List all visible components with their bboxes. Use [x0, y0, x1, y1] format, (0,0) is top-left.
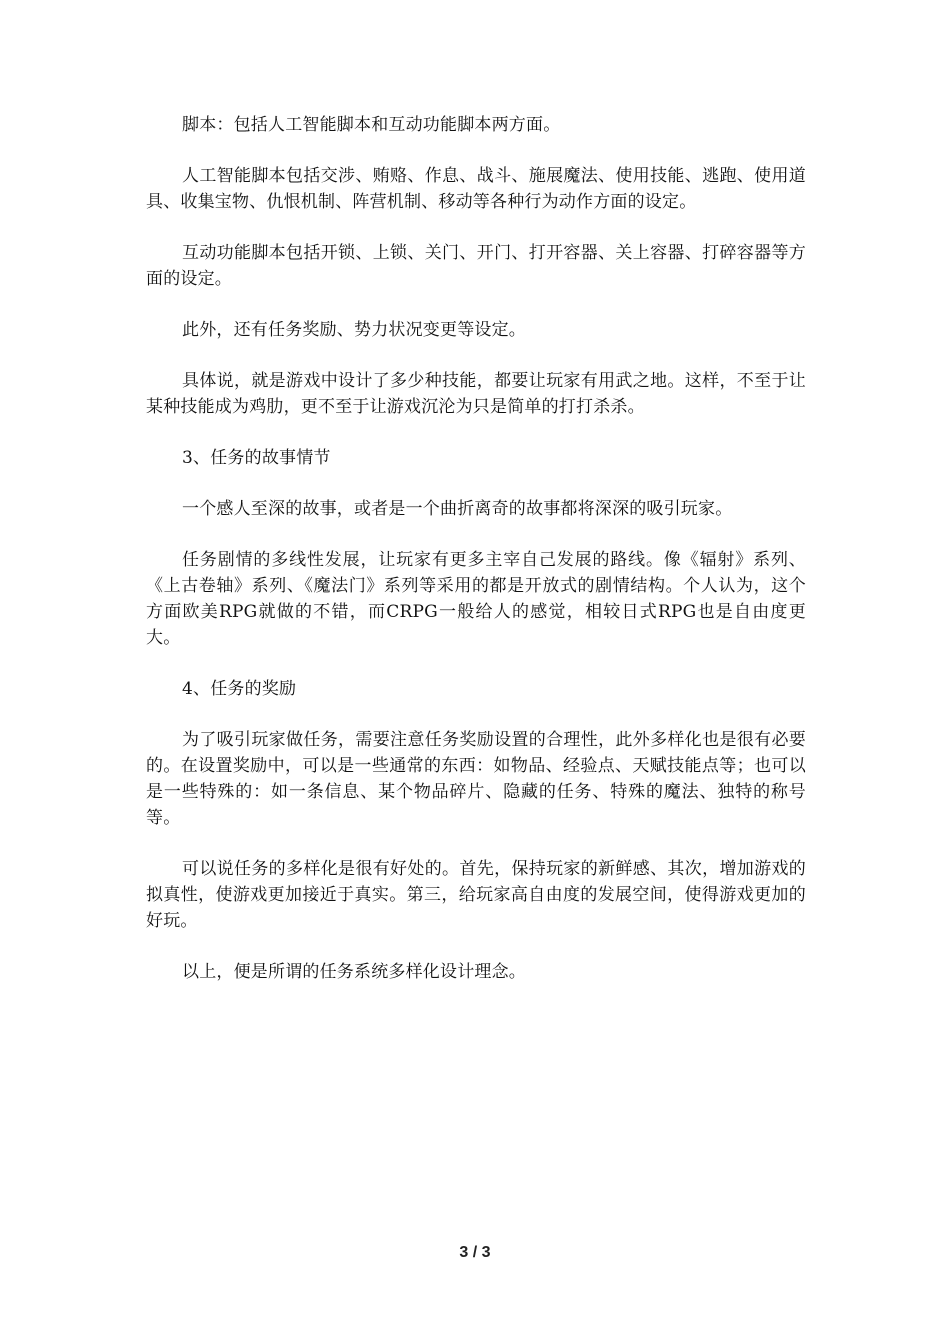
- page-number: 3 / 3: [459, 1244, 491, 1261]
- paragraph-moving-story: 一个感人至深的故事，或者是一个曲折离奇的故事都将深深的吸引玩家。: [182, 499, 733, 519]
- paragraph-other-settings: 此外，还有任务奖励、势力状况变更等设定。: [182, 320, 526, 340]
- paragraph-reward-design: 为了吸引玩家做任务，需要注意任务奖励设置的合理性，此外多样化也是很有必要的。在设置奖励中，可以是一些通常的东西：如物品、经验点、天赋技能点等；也可以是一些特殊的：如一条信息、某个物品碎片、隐藏的任务、特殊的魔法、独特的称号等。: [146, 730, 806, 828]
- document-body: [146, 112, 806, 1010]
- paragraph-multiline-plot: 任务剧情的多线性发展，让玩家有更多主宰自己发展的路线。像《辐射》系列、《上古卷轴》系列、《魔法门》系列等采用的都是开放式的剧情结构。个人认为，这个方面欧美RPG就做的不错，而CRPG一般给人的感觉，相较日式RPG也是自由度更大。: [146, 550, 806, 648]
- paragraph-skills-usefulness: 具体说，就是游戏中设计了多少种技能，都要让玩家有用武之地。这样，不至于让某种技能成为鸡肋，更不至于让游戏沉沦为只是简单的打打杀杀。: [146, 371, 806, 417]
- paragraph-interaction-scripts: 互动功能脚本包括开锁、上锁、关门、开门、打开容器、关上容器、打碎容器等方面的设定。: [146, 243, 806, 289]
- paragraph-ai-scripts: 人工智能脚本包括交涉、贿赂、作息、战斗、施展魔法、使用技能、逃跑、使用道具、收集宝物、仇恨机制、阵营机制、移动等各种行为动作方面的设定。: [146, 166, 806, 212]
- section-heading-story: 3、任务的故事情节: [182, 448, 331, 468]
- paragraph-diversity-benefits: 可以说任务的多样化是很有好处的。首先，保持玩家的新鲜感、其次，增加游戏的拟真性，使游戏更加接近于真实。第三，给玩家高自由度的发展空间，使得游戏更加的好玩。: [146, 859, 806, 931]
- paragraph-conclusion: 以上，便是所谓的任务系统多样化设计理念。: [182, 962, 526, 982]
- section-heading-rewards: 4、任务的奖励: [182, 679, 297, 699]
- paragraph-scripts-intro: 脚本：包括人工智能脚本和互动功能脚本两方面。: [182, 115, 561, 135]
